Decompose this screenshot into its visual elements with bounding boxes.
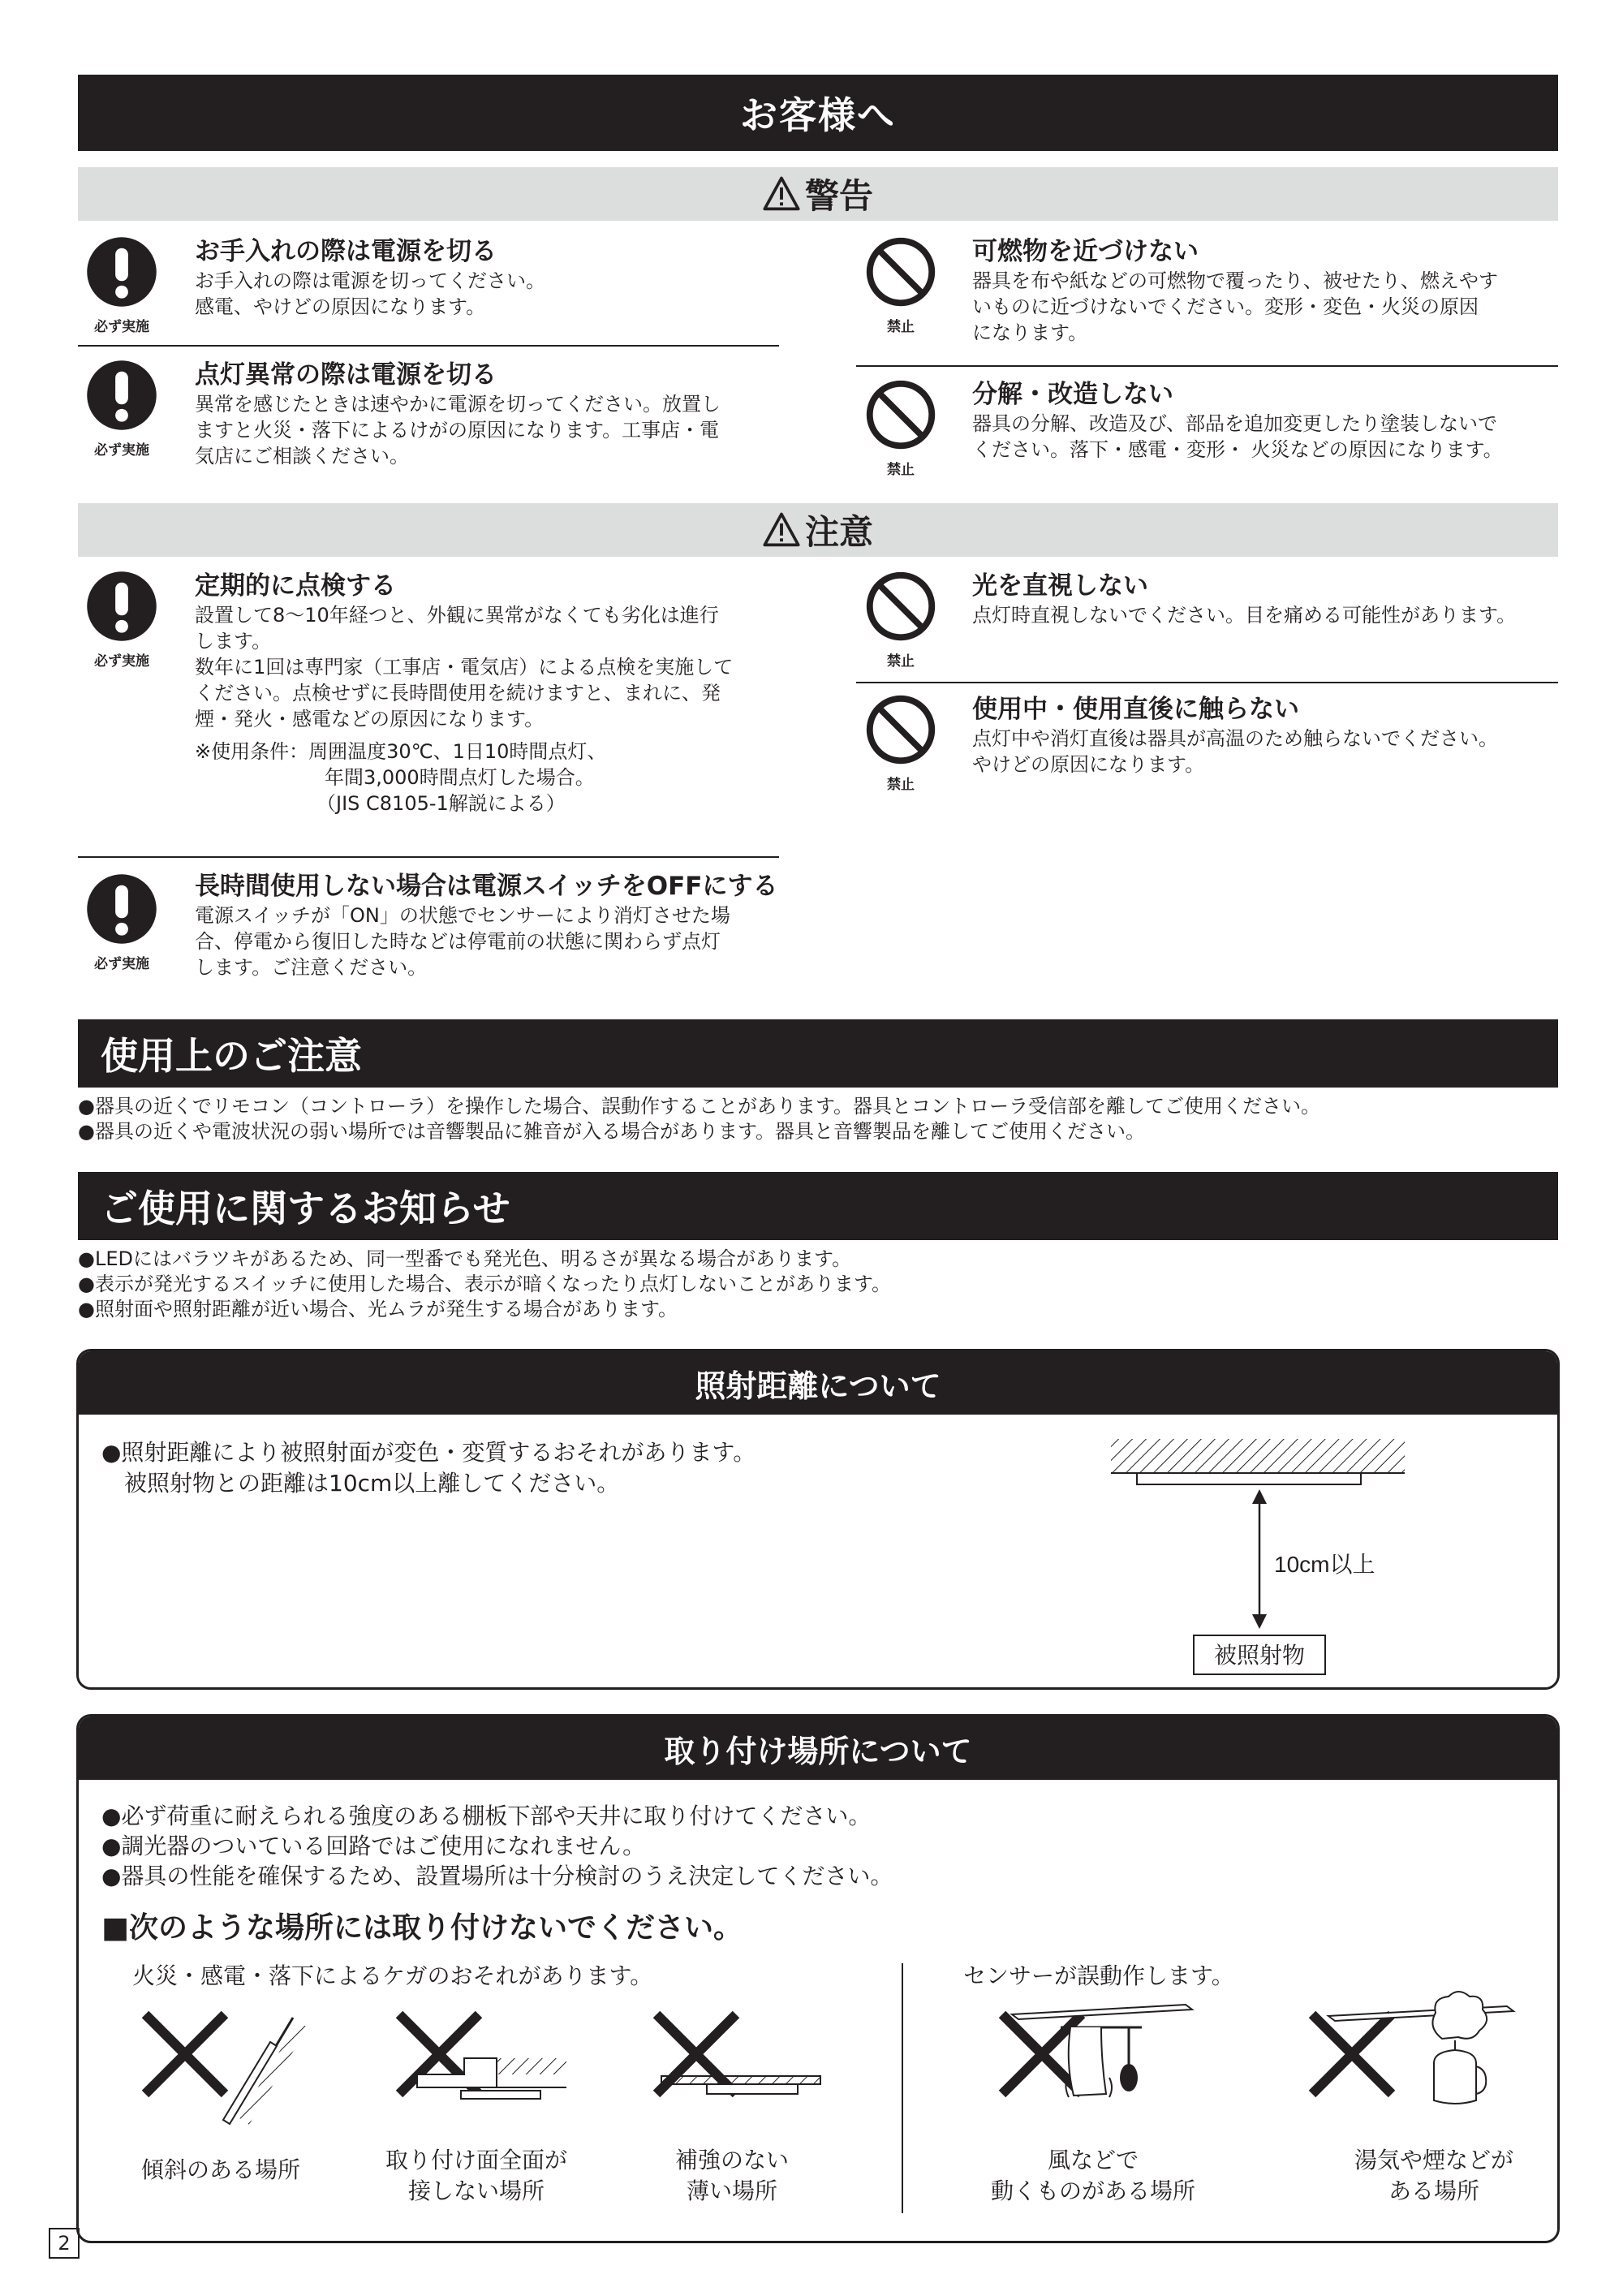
caution-item	[972, 570, 1565, 628]
must-do-icon: 必ず実施	[65, 872, 179, 972]
object-label: 被照射物	[1213, 1643, 1306, 1668]
caution-triangle-icon	[763, 511, 800, 549]
distance-heading: 照射距離について	[79, 1351, 1557, 1415]
item-line: 点灯中や消灯直後は器具が高温のため触らないでください。	[972, 727, 1498, 750]
case-caption-line: 薄い場所	[686, 2178, 777, 2204]
item-line: 気店にご相談ください。	[195, 445, 409, 467]
location-heading: 取り付け場所について	[79, 1717, 1557, 1780]
list-item: ●器具の近くや電波状況の弱い場所では音響製品に雑音が入る場合があります。器具と音響製品を離してご使用ください。	[78, 1120, 1146, 1143]
warning-heading: 警告	[804, 176, 873, 216]
fixture-shape	[1137, 1473, 1361, 1484]
item-line: 数年に1回は専門家（工事店・電気店）による点検を実施して	[195, 656, 734, 678]
caution-heading-band	[78, 503, 1558, 557]
divider	[856, 365, 1558, 367]
thin-board-icon	[639, 1997, 825, 2134]
page-number: 2	[49, 2228, 80, 2259]
item-title: 点灯異常の際は電源を切る	[195, 360, 497, 390]
item-line: ください。点検せずに長時間使用を続けますと、まれに、発	[195, 682, 721, 704]
item-title: 定期的に点検する	[195, 571, 396, 601]
item-line: ますと火災・落下によるけがの原因になります。工事店・電	[195, 419, 720, 442]
distance-box	[76, 1349, 1560, 1690]
case-caption	[639, 2145, 825, 2207]
item-line: します。	[195, 630, 272, 653]
item-line: 器具を布や紙などの可燃物で覆ったり、被せたり、燃えやす	[972, 269, 1498, 292]
item-line: 器具の分解、改造及び、部品を追加変更したり塗装しないで	[972, 412, 1498, 435]
warning-triangle-icon	[763, 175, 800, 213]
item-title: 使用中・使用直後に触らない	[972, 695, 1299, 724]
distance-line: ●照射距離により被照射面が変色・変質するおそれがあります。	[101, 1439, 756, 1466]
usage-info-list	[78, 1247, 1571, 1322]
left-note: 火災・感電・落下によるケガのおそれがあります。	[132, 1962, 653, 1989]
case-caption-line: 動くものがある場所	[990, 2178, 1195, 2204]
item-line: 電源スイッチが「ON」の状態でセンサーにより消灯させた場	[195, 904, 730, 927]
caution-item	[195, 870, 795, 980]
item-line: 点灯時直視しないでください。目を痛める可能性があります。	[972, 604, 1517, 627]
prohibited-icon: 禁止	[844, 693, 958, 793]
moving-objects-icon	[979, 1997, 1207, 2134]
column-divider	[902, 1963, 903, 2213]
usage-condition-note: 年間3,000時間点灯した場合。	[325, 766, 595, 789]
case-caption	[127, 2155, 314, 2186]
distance-label: 10cm以上	[1274, 1552, 1375, 1577]
usage-condition-note: （JIS C8105-1解説による）	[316, 792, 566, 815]
item-line: 煙・発火・感電などの原因になります。	[195, 708, 545, 730]
caution-item	[972, 693, 1565, 778]
prohibited-icon: 禁止	[844, 378, 958, 478]
case-caption-line: ある場所	[1388, 2178, 1479, 2204]
prohibited-icon: 禁止	[844, 235, 958, 335]
case-caption	[963, 2145, 1223, 2207]
case-caption	[1312, 2145, 1556, 2207]
page-title: お客様へ	[78, 75, 1558, 151]
distance-text	[101, 1437, 756, 1499]
item-line: になります。	[972, 321, 1088, 344]
case-caption-line: 傾斜のある場所	[140, 2156, 300, 2183]
caution-item	[195, 570, 787, 816]
location-subheading: ■次のような場所には取り付けないでください。	[101, 1911, 743, 1945]
item-line: 異常を感じたときは速やかに電源を切ってください。放置し	[195, 393, 721, 416]
case-caption-line: 風などで	[1047, 2147, 1139, 2173]
item-line: いものに近づけないでください。変形・変色・火災の原因	[972, 295, 1479, 318]
list-item: ●必ず荷重に耐えられる強度のある棚板下部や天井に取り付けてください。	[101, 1803, 872, 1829]
must-do-icon: 必ず実施	[65, 570, 179, 670]
item-line: ください。落下・感電・変形・ 火災などの原因になります。	[972, 438, 1503, 461]
caution-heading: 注意	[804, 512, 873, 552]
item-title: 分解・改造しない	[972, 380, 1173, 409]
partial-contact-icon	[383, 1997, 570, 2134]
divider	[78, 856, 779, 858]
warning-item	[972, 235, 1565, 346]
list-item: ●器具の近くでリモコン（コントローラ）を操作した場合、誤動作することがあります。器具とコントローラ受信部を離してご使用ください。	[78, 1095, 1321, 1118]
list-item: ●表示が発光するスイッチに使用した場合、表示が暗くなったり点灯しないことがあります。	[78, 1273, 892, 1295]
usage-info-heading: ご使用に関するお知らせ	[78, 1172, 1558, 1240]
divider	[78, 345, 779, 347]
item-line: 合、停電から復旧した時などは停電前の状態に関わらず点灯	[195, 930, 721, 953]
item-line: 設置して8～10年経つと、外観に異常がなくても劣化は進行	[195, 604, 719, 627]
warning-item	[195, 359, 787, 469]
case-caption-line: 接しない場所	[407, 2178, 545, 2204]
item-line: 感電、やけどの原因になります。	[195, 295, 486, 318]
item-title: 光を直視しない	[972, 571, 1148, 601]
distance-line: 被照射物との距離は10cm以上離してください。	[101, 1470, 620, 1497]
usage-condition-note: ※使用条件：周囲温度30℃、1日10時間点灯、	[195, 740, 607, 763]
case-caption-line: 取り付け面全面が	[385, 2147, 567, 2173]
divider	[856, 682, 1558, 683]
warning-item	[972, 378, 1565, 463]
item-line: お手入れの際は電源を切ってください。	[195, 269, 545, 292]
item-title: お手入れの際は電源を切る	[195, 237, 497, 266]
prohibited-icon: 禁止	[844, 570, 958, 670]
must-do-icon: 必ず実施	[65, 235, 179, 335]
case-caption-line: 湯気や煙などが	[1354, 2147, 1513, 2173]
warning-item	[195, 235, 787, 320]
steam-icon	[1296, 1988, 1539, 2134]
location-list	[101, 1801, 893, 1891]
item-title: 長時間使用しない場合は電源スイッチをOFFにする	[195, 872, 778, 901]
distance-diagram	[1028, 1432, 1450, 1690]
usage-notes-list	[78, 1094, 1571, 1144]
list-item: ●LEDにはバラツキがあるため、同一型番でも発光色、明るさが異なる場合があります。	[78, 1247, 852, 1270]
right-note: センサーが誤動作します。	[963, 1962, 1234, 1989]
case-caption	[367, 2145, 586, 2207]
usage-notes-heading: 使用上のご注意	[78, 1019, 1558, 1088]
list-item: ●器具の性能を確保するため、設置場所は十分検討のうえ決定してください。	[101, 1863, 893, 1889]
item-line: します。ご注意ください。	[195, 956, 428, 979]
list-item: ●照射面や照射距離が近い場合、光ムラが発生する場合があります。	[78, 1298, 678, 1320]
case-caption-line: 補強のない	[674, 2147, 789, 2173]
item-line: やけどの原因になります。	[972, 753, 1205, 776]
warning-heading-band	[78, 167, 1558, 221]
slanted-surface-icon	[127, 1997, 314, 2134]
location-box	[76, 1714, 1560, 2243]
list-item: ●調光器のついている回路ではご使用になれません。	[101, 1833, 646, 1859]
must-do-icon: 必ず実施	[65, 359, 179, 459]
item-title: 可燃物を近づけない	[972, 237, 1199, 266]
